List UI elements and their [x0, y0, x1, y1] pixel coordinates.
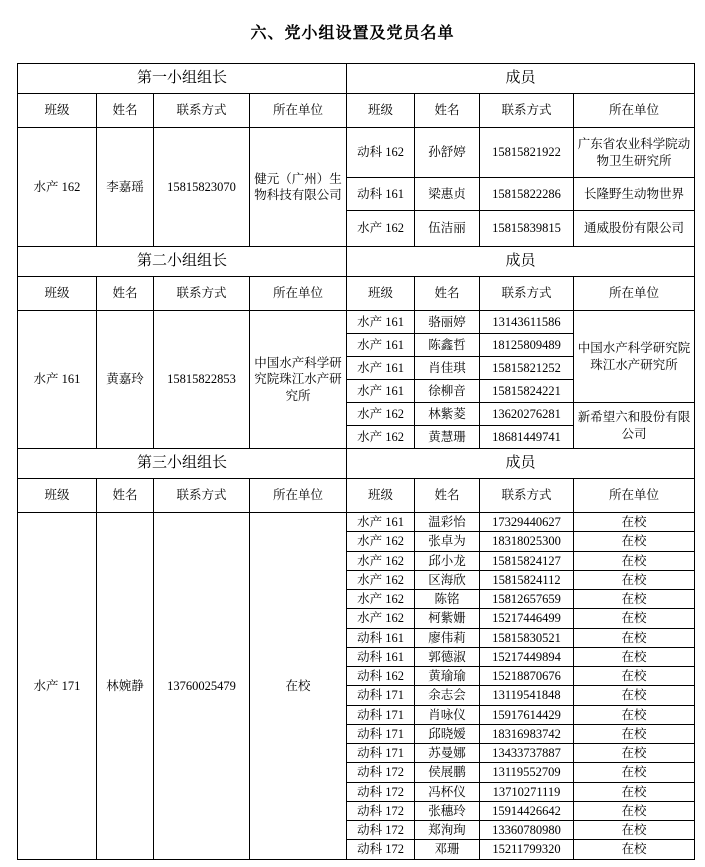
cell-unit-merged: 中国水产科学研究院珠江水产研究所 [574, 311, 695, 403]
col-header-name: 姓名 [415, 94, 480, 128]
cell-class: 水产 162 [347, 551, 415, 570]
cell-unit: 在校 [574, 513, 695, 532]
col-header-unit: 所在单位 [574, 94, 695, 128]
leader-cell-phone: 15815822853 [154, 311, 250, 449]
cell-class: 动科 171 [347, 705, 415, 724]
leader-cell-unit: 在校 [250, 513, 347, 860]
cell-class: 水产 162 [347, 609, 415, 628]
cell-name: 徐柳音 [415, 380, 480, 403]
group3-members-header: 成员 [347, 449, 695, 479]
cell-phone: 15812657659 [480, 590, 574, 609]
cell-phone: 13433737887 [480, 744, 574, 763]
cell-phone: 15815821252 [480, 357, 574, 380]
cell-name: 柯紫姗 [415, 609, 480, 628]
cell-class: 水产 162 [347, 403, 415, 426]
cell-name: 肖咏仪 [415, 705, 480, 724]
cell-class: 动科 172 [347, 821, 415, 840]
cell-name: 邱晓嫒 [415, 724, 480, 743]
group2-leader-header: 第二小组组长 [18, 247, 347, 277]
cell-unit: 在校 [574, 667, 695, 686]
leader-cell-name: 黄嘉玲 [97, 311, 154, 449]
col-header-unit: 所在单位 [250, 277, 347, 311]
cell-phone: 13143611586 [480, 311, 574, 334]
cell-phone: 15815824221 [480, 380, 574, 403]
cell-phone: 15917614429 [480, 705, 574, 724]
cell-phone: 18681449741 [480, 426, 574, 449]
cell-name: 张穗玲 [415, 801, 480, 820]
cell-phone: 15218870676 [480, 667, 574, 686]
cell-name: 梁惠贞 [415, 178, 480, 211]
col-header-name: 姓名 [97, 94, 154, 128]
cell-unit: 在校 [574, 551, 695, 570]
group2-header-row [18, 247, 695, 277]
cell-name: 郭德淑 [415, 647, 480, 666]
leader-cell-unit: 中国水产科学研究院珠江水产研究所 [250, 311, 347, 449]
cell-phone: 15217446499 [480, 609, 574, 628]
col-header-class: 班级 [347, 479, 415, 513]
cell-class: 动科 172 [347, 763, 415, 782]
cell-name: 黄慧珊 [415, 426, 480, 449]
cell-class: 水产 161 [347, 513, 415, 532]
cell-phone: 13620276281 [480, 403, 574, 426]
leader-cell-class: 水产 171 [18, 513, 97, 860]
cell-class: 动科 172 [347, 801, 415, 820]
cell-class: 水产 162 [347, 590, 415, 609]
cell-unit: 在校 [574, 609, 695, 628]
col-header-class: 班级 [347, 94, 415, 128]
col-header-class: 班级 [18, 479, 97, 513]
cell-unit: 在校 [574, 705, 695, 724]
cell-name: 余志会 [415, 686, 480, 705]
cell-name: 林紫菱 [415, 403, 480, 426]
member-row [18, 128, 695, 178]
cell-phone: 15217449894 [480, 647, 574, 666]
leader-cell-name: 林婉静 [97, 513, 154, 860]
cell-unit: 通威股份有限公司 [574, 211, 695, 247]
cell-name: 肖佳琪 [415, 357, 480, 380]
leader-cell-unit: 健元（广州）生物科技有限公司 [250, 128, 347, 247]
group1-leader-header: 第一小组组长 [18, 64, 347, 94]
cell-class: 水产 162 [347, 532, 415, 551]
cell-class: 动科 161 [347, 647, 415, 666]
member-row [18, 513, 695, 532]
col-header-phone: 联系方式 [154, 277, 250, 311]
cell-class: 动科 171 [347, 686, 415, 705]
cell-class: 动科 161 [347, 628, 415, 647]
cell-phone: 13119552709 [480, 763, 574, 782]
col-header-unit: 所在单位 [574, 479, 695, 513]
group1-column-header-row [18, 94, 695, 128]
col-header-unit: 所在单位 [250, 479, 347, 513]
col-header-phone: 联系方式 [480, 479, 574, 513]
cell-unit: 在校 [574, 686, 695, 705]
cell-name: 区海欣 [415, 570, 480, 589]
cell-unit: 在校 [574, 647, 695, 666]
page-title: 六、党小组设置及党员名单 [250, 25, 455, 42]
cell-name: 侯展鹏 [415, 763, 480, 782]
leader-cell-phone: 15815823070 [154, 128, 250, 247]
cell-class: 水产 162 [347, 211, 415, 247]
leader-cell-phone: 13760025479 [154, 513, 250, 860]
group2-members-header: 成员 [347, 247, 695, 277]
cell-unit: 在校 [574, 840, 695, 859]
cell-class: 动科 171 [347, 724, 415, 743]
cell-name: 苏曼娜 [415, 744, 480, 763]
cell-name: 陈铭 [415, 590, 480, 609]
cell-phone: 15815830521 [480, 628, 574, 647]
cell-unit: 在校 [574, 628, 695, 647]
cell-unit: 在校 [574, 570, 695, 589]
cell-phone: 17329440627 [480, 513, 574, 532]
cell-name: 骆丽婷 [415, 311, 480, 334]
col-header-class: 班级 [18, 277, 97, 311]
cell-class: 动科 161 [347, 178, 415, 211]
cell-class: 水产 161 [347, 311, 415, 334]
cell-class: 水产 161 [347, 380, 415, 403]
cell-phone: 13119541848 [480, 686, 574, 705]
cell-phone: 15815824112 [480, 570, 574, 589]
cell-phone: 15815821922 [480, 128, 574, 178]
cell-phone: 18125809489 [480, 334, 574, 357]
col-header-phone: 联系方式 [480, 277, 574, 311]
cell-phone: 15211799320 [480, 840, 574, 859]
col-header-name: 姓名 [415, 277, 480, 311]
leader-cell-class: 水产 161 [18, 311, 97, 449]
col-header-name: 姓名 [97, 277, 154, 311]
cell-unit: 在校 [574, 744, 695, 763]
cell-phone: 18316983742 [480, 724, 574, 743]
group3-header-row [18, 449, 695, 479]
cell-phone: 13710271119 [480, 782, 574, 801]
group3-leader-header: 第三小组组长 [18, 449, 347, 479]
cell-name: 邱小龙 [415, 551, 480, 570]
col-header-phone: 联系方式 [154, 479, 250, 513]
cell-unit: 在校 [574, 724, 695, 743]
cell-class: 动科 172 [347, 782, 415, 801]
cell-phone: 15815824127 [480, 551, 574, 570]
cell-unit: 在校 [574, 590, 695, 609]
cell-name: 廖伟莉 [415, 628, 480, 647]
cell-unit: 在校 [574, 801, 695, 820]
cell-class: 动科 162 [347, 128, 415, 178]
cell-unit: 在校 [574, 821, 695, 840]
group3-column-header-row [18, 479, 695, 513]
cell-class: 水产 161 [347, 357, 415, 380]
col-header-unit: 所在单位 [250, 94, 347, 128]
group2-column-header-row [18, 277, 695, 311]
cell-phone: 13360780980 [480, 821, 574, 840]
cell-phone: 15815822286 [480, 178, 574, 211]
cell-name: 伍洁丽 [415, 211, 480, 247]
cell-name: 郑洵珣 [415, 821, 480, 840]
col-header-class: 班级 [18, 94, 97, 128]
cell-class: 水产 162 [347, 570, 415, 589]
cell-class: 水产 162 [347, 426, 415, 449]
cell-name: 孙舒婷 [415, 128, 480, 178]
col-header-class: 班级 [347, 277, 415, 311]
group1-members-header: 成员 [347, 64, 695, 94]
cell-unit: 在校 [574, 532, 695, 551]
member-row [18, 311, 695, 334]
cell-class: 动科 171 [347, 744, 415, 763]
cell-unit: 广东省农业科学院动物卫生研究所 [574, 128, 695, 178]
col-header-phone: 联系方式 [480, 94, 574, 128]
cell-class: 动科 162 [347, 667, 415, 686]
cell-name: 张卓为 [415, 532, 480, 551]
leader-cell-name: 李嘉瑶 [97, 128, 154, 247]
cell-phone: 18318025300 [480, 532, 574, 551]
cell-name: 黄瑜瑜 [415, 667, 480, 686]
cell-phone: 15815839815 [480, 211, 574, 247]
cell-unit-merged: 新希望六和股份有限公司 [574, 403, 695, 449]
cell-name: 冯杯仪 [415, 782, 480, 801]
cell-unit: 在校 [574, 782, 695, 801]
cell-name: 邓珊 [415, 840, 480, 859]
col-header-name: 姓名 [415, 479, 480, 513]
leader-cell-class: 水产 162 [18, 128, 97, 247]
cell-phone: 15914426642 [480, 801, 574, 820]
party-groups-table [17, 63, 695, 860]
cell-name: 温彩怡 [415, 513, 480, 532]
col-header-name: 姓名 [97, 479, 154, 513]
col-header-unit: 所在单位 [574, 277, 695, 311]
cell-name: 陈鑫哲 [415, 334, 480, 357]
cell-unit: 在校 [574, 763, 695, 782]
col-header-phone: 联系方式 [154, 94, 250, 128]
cell-unit: 长隆野生动物世界 [574, 178, 695, 211]
group1-header-row [18, 64, 695, 94]
cell-class: 动科 172 [347, 840, 415, 859]
cell-class: 水产 161 [347, 334, 415, 357]
